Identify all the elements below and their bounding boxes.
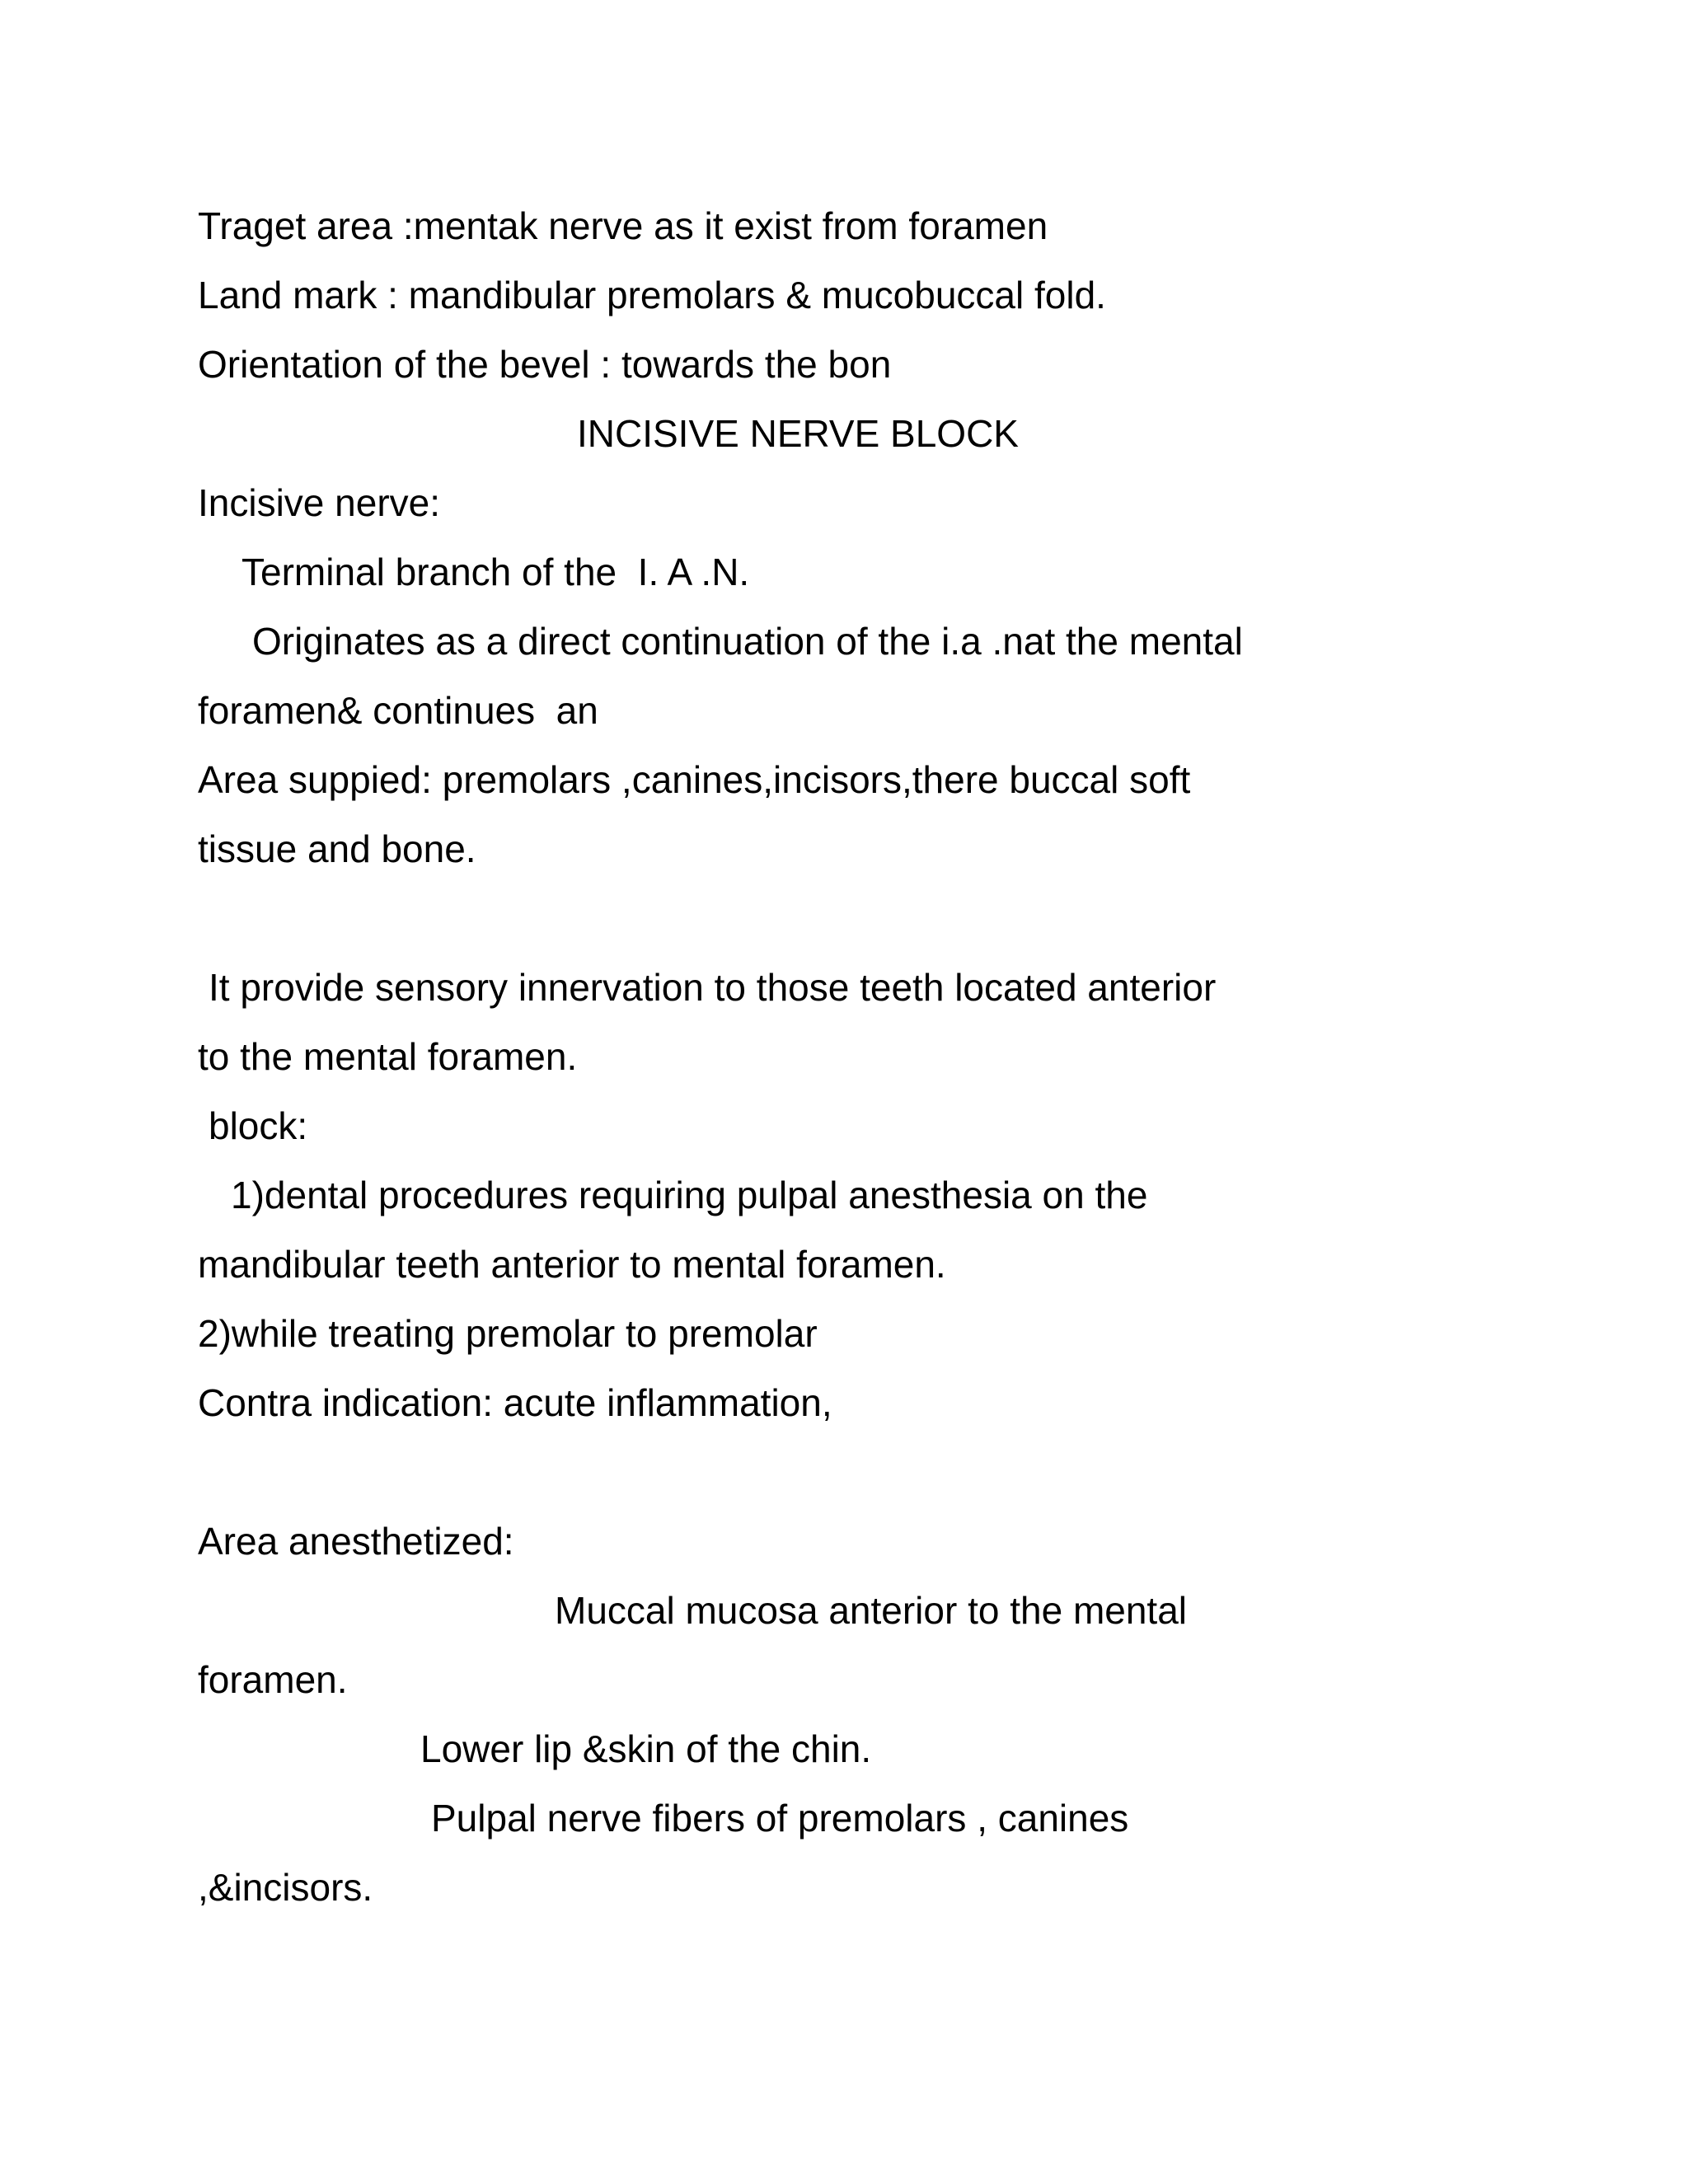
section-heading: INCISIVE NERVE BLOCK [577, 412, 1019, 455]
target-area-line: Traget area :mentak nerve as it exist from foramen [198, 204, 1048, 247]
bevel-orientation-line: Orientation of the bevel : towards the bon [198, 343, 892, 386]
sensory-innervation-line: It provide sensory innervation to those teeth located anterior [209, 966, 1217, 1009]
area-supplied-line: Area suppied: premolars ,canines,incisors,there buccal soft [198, 758, 1191, 801]
pulpal-fibers-line: Pulpal nerve fibers of premolars , canines [431, 1797, 1129, 1840]
terminal-branch-line: Terminal branch of the I. A .N. [241, 551, 750, 593]
pulpal-fibers-continuation-line: ,&incisors. [198, 1866, 373, 1909]
muccal-mucosa-line: Muccal mucosa anterior to the mental [555, 1589, 1188, 1632]
muccal-mucosa-continuation-line: foramen. [198, 1658, 348, 1701]
contra-indication-line: Contra indication: acute inflammation, [198, 1381, 832, 1424]
sensory-innervation-continuation-line: to the mental foramen. [198, 1035, 578, 1078]
lower-lip-line: Lower lip &skin of the chin. [420, 1727, 872, 1770]
block-label: block: [209, 1104, 308, 1147]
originates-continuation-line: foramen& continues an [198, 689, 598, 732]
area-anesthetized-label: Area anesthetized: [198, 1520, 514, 1563]
originates-line: Originates as a direct continuation of the i.a .nat the mental [252, 620, 1243, 663]
indication-1-line: 1)dental procedures requiring pulpal anesthesia on the [231, 1174, 1148, 1216]
area-supplied-continuation-line: tissue and bone. [198, 827, 476, 870]
landmark-line: Land mark : mandibular premolars & mucobuccal fold. [198, 274, 1106, 316]
indication-2-line: 2)while treating premolar to premolar [198, 1312, 818, 1355]
indication-1-continuation-line: mandibular teeth anterior to mental foramen. [198, 1243, 946, 1286]
incisive-nerve-label: Incisive nerve: [198, 481, 441, 524]
